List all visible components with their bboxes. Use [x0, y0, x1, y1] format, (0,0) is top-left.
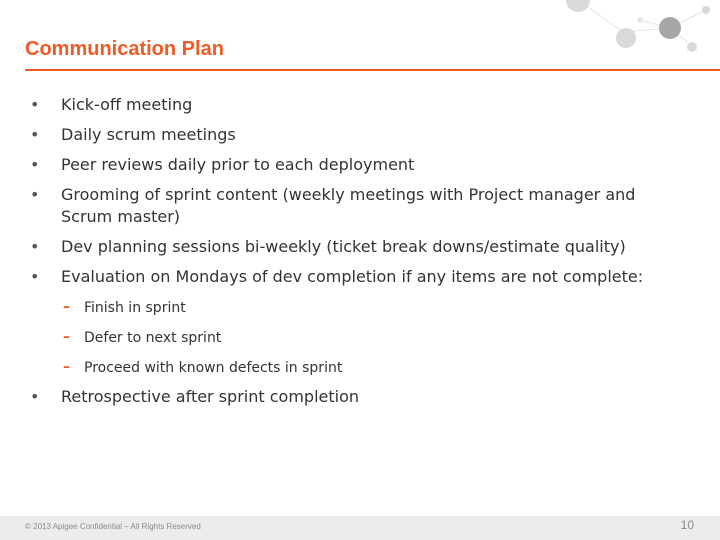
bullet-marker: •	[30, 125, 40, 144]
bullet-marker: •	[30, 267, 40, 286]
bullet-marker: •	[30, 387, 40, 406]
list-item: Daily scrum meetings	[61, 125, 236, 144]
sub-list-item: Proceed with known defects in sprint	[84, 360, 343, 376]
list-item: Evaluation on Mondays of dev completion if any items are not complete:	[61, 267, 644, 286]
sub-bullet-dash: –	[63, 359, 70, 375]
sub-bullet-dash: –	[63, 329, 70, 345]
list-item: Kick-off meeting	[61, 95, 193, 114]
bullet-marker: •	[30, 237, 40, 256]
sub-bullet-dash: –	[63, 299, 70, 315]
list-item-continuation: Scrum master)	[61, 207, 181, 226]
sub-list-item: Finish in sprint	[84, 300, 186, 316]
list-item: Grooming of sprint content (weekly meetings with Project manager and	[61, 185, 636, 204]
footer-copyright: © 2013 Apigee Confidential – All Rights Reserved	[25, 522, 201, 531]
slide-title: Communication Plan	[25, 38, 224, 60]
list-item: Dev planning sessions bi-weekly (ticket break downs/estimate quality)	[61, 237, 626, 256]
bullet-marker: •	[30, 155, 40, 174]
list-item: Peer reviews daily prior to each deployment	[61, 155, 415, 174]
list-item: Retrospective after sprint completion	[61, 387, 359, 406]
bullet-marker: •	[30, 185, 40, 204]
bullet-marker: •	[30, 95, 40, 114]
page-number: 10	[680, 518, 694, 532]
sub-list-item: Defer to next sprint	[84, 330, 222, 346]
